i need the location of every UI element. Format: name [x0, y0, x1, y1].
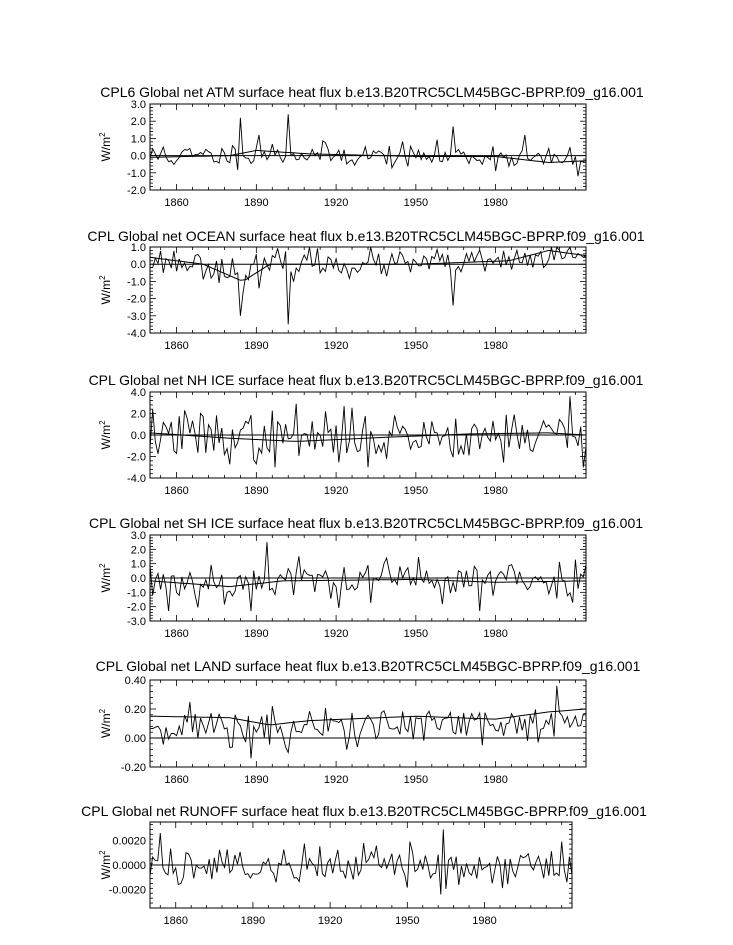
y-tick-label: 3.0 [130, 99, 146, 111]
y-tick-label: 2.0 [130, 544, 146, 557]
chart-panel-5 [96, 658, 641, 786]
y-tick-label: 0.40 [124, 675, 146, 687]
x-tick-label: 1920 [317, 915, 343, 927]
y-tick-label: 0.20 [124, 704, 146, 716]
x-tick-label: 1980 [483, 628, 508, 640]
x-tick-label: 1950 [403, 340, 429, 352]
x-tick-label: 1920 [323, 197, 349, 209]
chart-panel-6 [81, 803, 647, 927]
y-axis-label: $W/m^2$ [98, 563, 113, 593]
y-axis-label: $W/m^2$ [98, 420, 113, 450]
x-tick-label: 1980 [483, 485, 508, 497]
y-tick-label: -1.0 [127, 167, 146, 180]
annual-series-line [150, 686, 586, 759]
x-tick-label: 1860 [164, 628, 189, 640]
y-tick-label: 1.0 [130, 133, 146, 146]
x-tick-label: 1950 [403, 774, 429, 786]
x-tick-label: 1950 [403, 485, 429, 497]
x-tick-label: 1860 [164, 485, 189, 497]
x-tick-label: 1920 [323, 485, 349, 497]
chart-title: CPL Global net OCEAN surface heat flux b.e13.B20TRC5CLM45BGC-BPRP.f09_g16.001 [87, 228, 645, 244]
x-tick-label: 1860 [164, 197, 189, 209]
y-tick-label: -3.0 [127, 310, 146, 323]
x-tick-label: 1950 [395, 915, 420, 927]
annual-series-line [150, 829, 572, 894]
x-tick-label: 1890 [244, 485, 269, 497]
chart-title: CPL6 Global net ATM surface heat flux b.e13.B20TRC5CLM45BGC-BPRP.f09_g16.001 [100, 84, 644, 100]
y-tick-label: 2.0 [130, 408, 146, 421]
chart-panel-1 [98, 84, 644, 209]
chart-title: CPL Global net RUNOFF surface heat flux b.e13.B20TRC5CLM45BGC-BPRP.f09_g16.001 [81, 803, 647, 819]
y-tick-label: 1.0 [130, 242, 146, 254]
y-tick-label: 4.0 [130, 387, 146, 399]
y-tick-label: -2.0 [127, 601, 146, 614]
annual-series-line [150, 396, 586, 467]
y-tick-label: -2.0 [127, 293, 146, 306]
y-axis-label: $W/m^2$ [98, 132, 113, 162]
x-tick-label: 1920 [323, 628, 349, 640]
x-tick-label: 1920 [323, 340, 349, 352]
y-tick-label: -3.0 [127, 616, 146, 628]
y-tick-label: 0.00 [124, 733, 146, 745]
y-tick-label: -2.0 [127, 185, 146, 197]
x-tick-label: 1980 [483, 197, 508, 209]
smoothed-series-line [150, 150, 586, 162]
chart-title: CPL Global net SH ICE surface heat flux b.e13.B20TRC5CLM45BGC-BPRP.f09_g16.001 [88, 515, 644, 531]
x-tick-label: 1860 [164, 340, 189, 352]
y-tick-label: 0.0 [130, 259, 146, 272]
x-tick-label: 1950 [403, 197, 429, 209]
x-tick-label: 1860 [164, 774, 189, 786]
chart-panel-4 [89, 515, 643, 640]
chart-panel-3 [89, 372, 644, 497]
y-tick-label: -1.0 [127, 587, 146, 600]
x-tick-label: 1860 [163, 915, 188, 927]
x-tick-label: 1890 [244, 197, 269, 209]
y-tick-label: 0.0 [130, 150, 146, 163]
x-tick-label: 1890 [244, 774, 269, 786]
y-axis-label: $W/m^2$ [98, 708, 113, 739]
y-axis-label: $W/m^2$ [98, 850, 113, 880]
y-tick-label: -4.0 [127, 328, 146, 340]
x-tick-label: 1980 [472, 915, 497, 927]
x-tick-label: 1920 [323, 774, 349, 786]
chart-panel-2 [87, 228, 644, 352]
x-tick-label: 1890 [240, 915, 266, 927]
chart-title: CPL Global net NH ICE surface heat flux b.e13.B20TRC5CLM45BGC-BPRP.f09_g16.001 [88, 372, 644, 388]
annual-series-line [150, 247, 586, 324]
x-tick-label: 1950 [403, 628, 429, 640]
x-tick-label: 1890 [244, 340, 269, 352]
y-tick-label: -0.20 [120, 762, 146, 774]
y-tick-label: 2.0 [130, 116, 146, 129]
y-tick-label: 0.0 [130, 573, 146, 585]
annual-series-line [150, 114, 586, 176]
x-tick-label: 1890 [244, 628, 269, 640]
annual-series-line [150, 542, 586, 611]
plot-frame [150, 104, 586, 190]
y-tick-label: 0.0020 [112, 835, 146, 848]
x-tick-label: 1980 [483, 340, 508, 352]
y-tick-label: 3.0 [130, 530, 146, 542]
y-tick-label: 0.0000 [112, 860, 146, 872]
y-tick-label: -2.0 [127, 451, 146, 464]
x-tick-label: 1980 [483, 774, 508, 786]
y-tick-label: -4.0 [127, 473, 146, 485]
y-axis-label: $W/m^2$ [98, 275, 113, 305]
y-tick-label: 1.0 [130, 558, 146, 571]
y-tick-label: -0.0020 [108, 884, 146, 897]
y-tick-label: -1.0 [127, 276, 146, 289]
chart-title: CPL Global net LAND surface heat flux b.e13.B20TRC5CLM45BGC-BPRP.f09_g16.001 [95, 658, 641, 674]
y-tick-label: 0.0 [130, 430, 146, 442]
smoothed-series-line [150, 579, 586, 586]
